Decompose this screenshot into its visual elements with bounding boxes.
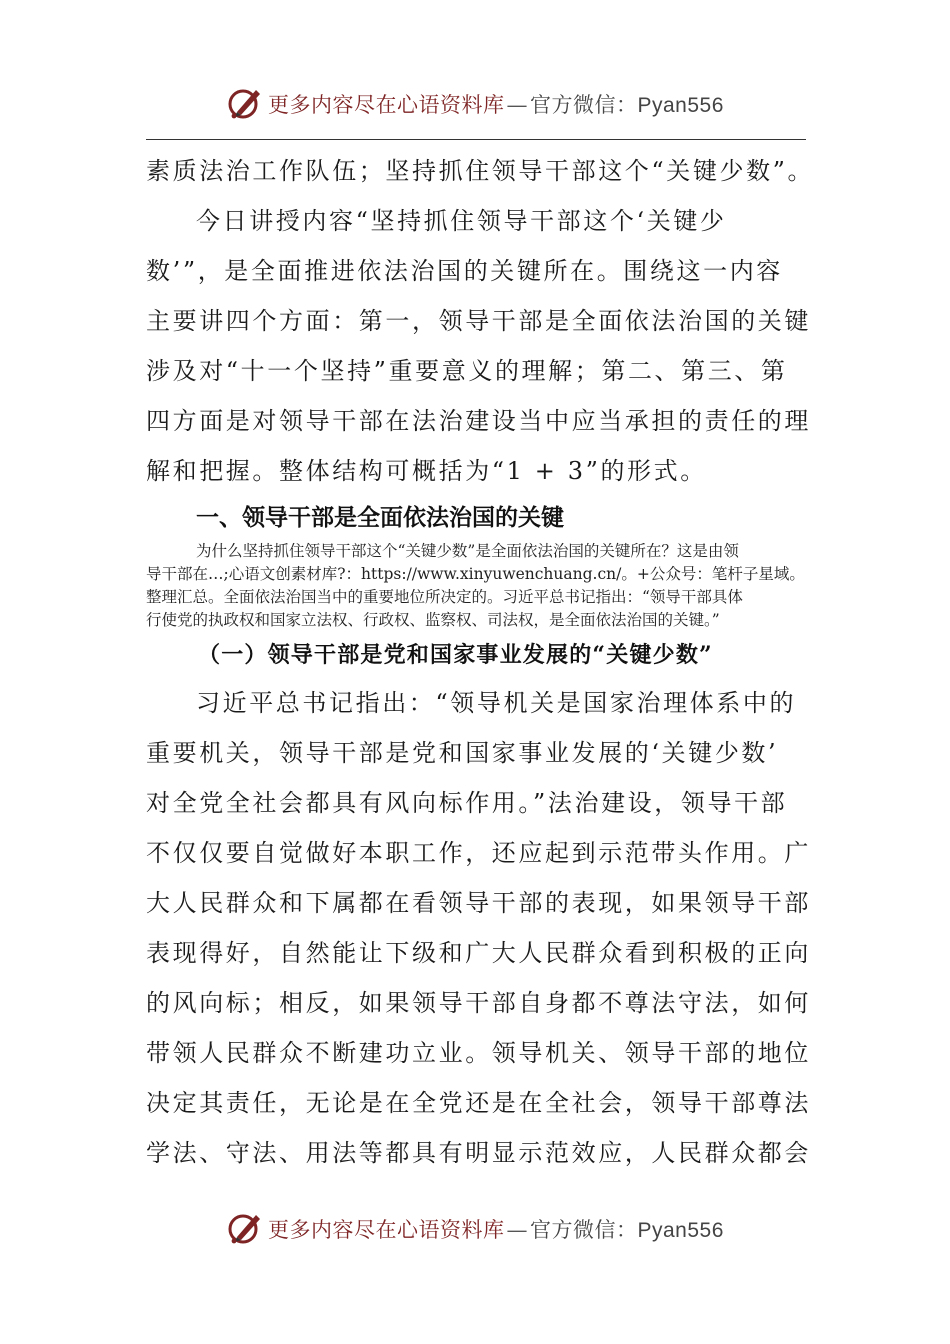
text-line: 表现得好，自然能让下级和广大人民群众看到积极的正向 <box>146 939 811 967</box>
text-line: 涉及对“十一个坚持”重要意义的理解；第二、第三、第 <box>146 357 788 385</box>
banner-dash: — <box>506 1218 528 1242</box>
banner-account: Pyan556 <box>637 1219 724 1242</box>
text-line: 行使党的执政权和国家立法权、行政权、监察权、司法权，是全面依法治国的关键。” <box>146 611 720 629</box>
text-line: 解和把握。整体结构可概括为“1 + 3”的形式。 <box>146 457 707 485</box>
text-line: 大人民群众和下属都在看领导干部的表现，如果领导干部 <box>146 889 811 917</box>
text-line: 主要讲四个方面：第一，领导干部是全面依法治国的关键 <box>146 307 811 335</box>
text-line: 不仅仅要自觉做好本职工作，还应起到示范带头作用。广 <box>146 839 811 867</box>
section-heading-1: 一、领导干部是全面依法治国的关键 <box>196 505 564 531</box>
header-banner <box>0 82 950 126</box>
paragraph-3 <box>146 678 811 1178</box>
text-line: 的风向标；相反，如果领导干部自身都不尊法守法，如何 <box>146 989 811 1017</box>
footer-banner <box>0 1207 950 1251</box>
paragraph-2 <box>146 196 811 496</box>
text-line: 习近平总书记指出：“领导机关是国家治理体系中的 <box>196 689 797 717</box>
banner-account: Pyan556 <box>637 94 724 117</box>
banner-label: 官方微信： <box>530 1218 638 1242</box>
text-line: 重要机关，领导干部是党和国家事业发展的‘关键少数’ <box>146 739 779 767</box>
banner-dash: — <box>506 93 528 117</box>
banner-label: 官方微信： <box>530 93 638 117</box>
text-line: 数’”，是全面推进依法治国的关键所在。围绕这一内容 <box>146 257 783 285</box>
text-line: 四方面是对领导干部在法治建设当中应当承担的责任的理 <box>146 407 811 435</box>
document-body <box>146 146 815 1178</box>
banner-text <box>268 89 724 119</box>
pen-logo-icon <box>228 86 264 120</box>
text-line: 为什么坚持抓住领导干部这个“关键少数”是全面依法治国的关键所在？这是由领 <box>196 542 739 560</box>
text-line: 整理汇总。全面依法治国当中的重要地位所决定的。习近平总书记指出：“领导干部具体 <box>146 588 743 606</box>
small-paragraph <box>146 540 806 632</box>
text-line: 素质法治工作队伍；坚持抓住领导干部这个“关键少数”。 <box>146 157 815 185</box>
text-line: 决定其责任，无论是在全党还是在全社会，领导干部尊法 <box>146 1089 811 1117</box>
banner-main: 更多内容尽在心语资料库 <box>268 1218 505 1242</box>
section-heading-2: （一）领导干部是党和国家事业发展的“关键少数” <box>198 642 713 668</box>
pen-logo-icon <box>228 1211 264 1245</box>
text-line: 对全党全社会都具有风向标作用。”法治建设，领导干部 <box>146 789 788 817</box>
text-line: 导干部在…;心语文创素材库?：https://www.xinyuwenchuang.cn/。+公众号：笔杆子星域。 <box>146 565 805 583</box>
text-line: 带领人民群众不断建功立业。领导机关、领导干部的地位 <box>146 1039 811 1067</box>
text-line: 今日讲授内容“坚持抓住领导干部这个‘关键少 <box>196 207 727 235</box>
paragraph-1 <box>146 146 815 196</box>
text-line: 学法、守法、用法等都具有明显示范效应，人民群众都会 <box>146 1139 811 1167</box>
header-rule <box>146 139 806 140</box>
banner-text <box>268 1214 724 1244</box>
banner-main: 更多内容尽在心语资料库 <box>268 93 505 117</box>
